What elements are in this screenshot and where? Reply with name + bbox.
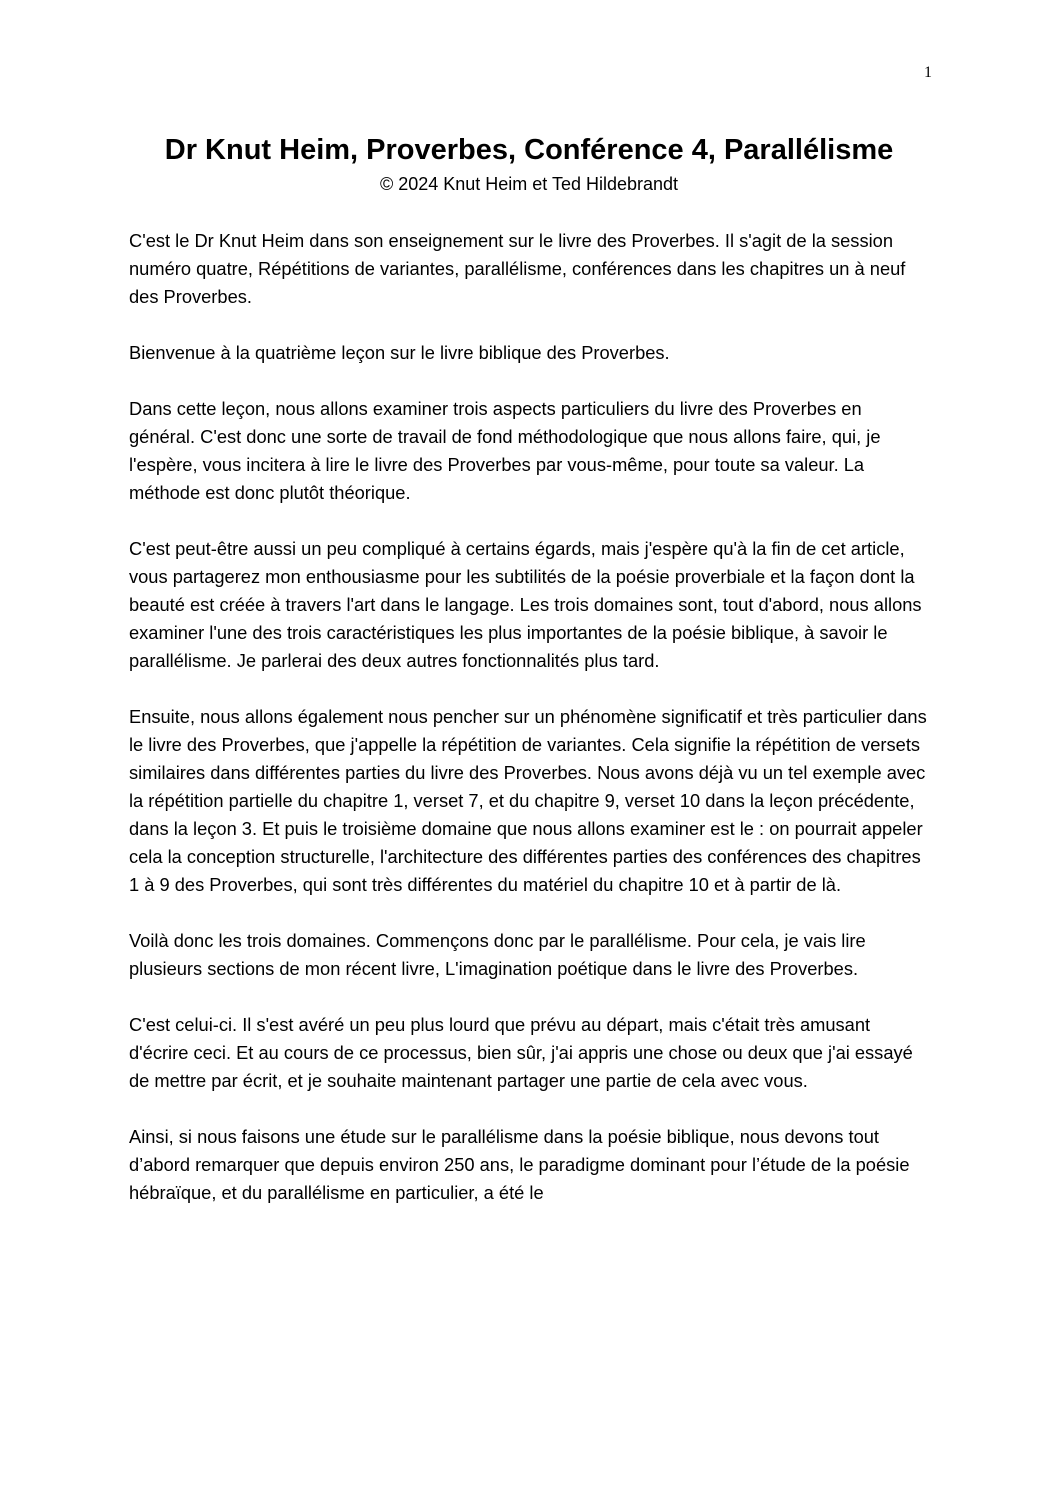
- document-title: Dr Knut Heim, Proverbes, Conférence 4, Parallélisme: [164, 134, 894, 166]
- page-number: 1: [924, 64, 932, 81]
- paragraph-2: Bienvenue à la quatrième leçon sur le livre biblique des Proverbes.: [129, 342, 670, 363]
- paragraph-8: Ainsi, si nous faisons une étude sur le parallélisme dans la poésie biblique, nous devons tout d’abord remarquer que depuis environ 250 ans, le paradigme dominant pour l’étude de la poésie hébraïque, et du parallélisme en particulier, a été le: [129, 1126, 910, 1203]
- paragraph-4: C'est peut-être aussi un peu compliqué à certains égards, mais j'espère qu'à la fin de cet article, vous partagerez mon enthousiasme pour les subtilités de la poésie proverbiale et la façon dont la beauté est créée à travers l'art dans le langage. Les trois domaines sont, tout d'abord, nous allons examiner l'une des trois caractéristiques les plus importantes de la poésie biblique, à savoir le parallélisme. Je parlerai des deux autres fonctionnalités plus tard.: [129, 538, 922, 671]
- paragraph-6: Voilà donc les trois domaines. Commençons donc par le parallélisme. Pour cela, je vais lire plusieurs sections de mon récent livre, L'imagination poétique dans le livre des Proverbes.: [129, 930, 866, 979]
- paragraph-3: Dans cette leçon, nous allons examiner trois aspects particuliers du livre des Proverbes en général. C'est donc une sorte de travail de fond méthodologique que nous allons faire, qui, je l'espère, vous incitera à lire le livre des Proverbes par vous-même, pour toute sa valeur. La méthode est donc plutôt théorique.: [129, 398, 881, 503]
- copyright-line: © 2024 Knut Heim et Ted Hildebrandt: [379, 174, 679, 194]
- document-body: [129, 227, 930, 1235]
- paragraph-7: C'est celui-ci. Il s'est avéré un peu plus lourd que prévu au départ, mais c'était très amusant d'écrire ceci. Et au cours de ce processus, bien sûr, j'ai appris une chose ou deux que j'ai essayé de mettre par écrit, et je souhaite maintenant partager une partie de cela avec vous.: [129, 1014, 913, 1091]
- paragraph-1: C'est le Dr Knut Heim dans son enseignement sur le livre des Proverbes. Il s'agit de la session numéro quatre, Répétitions de variantes, parallélisme, conférences dans les chapitres un à neuf des Proverbes.: [129, 230, 906, 307]
- paragraph-5: Ensuite, nous allons également nous pencher sur un phénomène significatif et très particulier dans le livre des Proverbes, que j'appelle la répétition de variantes. Cela signifie la répétition de versets similaires dans différentes parties du livre des Proverbes. Nous avons déjà vu un tel exemple avec la répétition partielle du chapitre 1, verset 7, et du chapitre 9, verset 10 dans la leçon précédente, dans la leçon 3. Et puis le troisième domaine que nous allons examiner est le : on pourrait appeler cela la conception structurelle, l'architecture des différentes parties des conférences des chapitres 1 à 9 des Proverbes, qui sont très différentes du matériel du chapitre 10 et à partir de là.: [129, 706, 927, 895]
